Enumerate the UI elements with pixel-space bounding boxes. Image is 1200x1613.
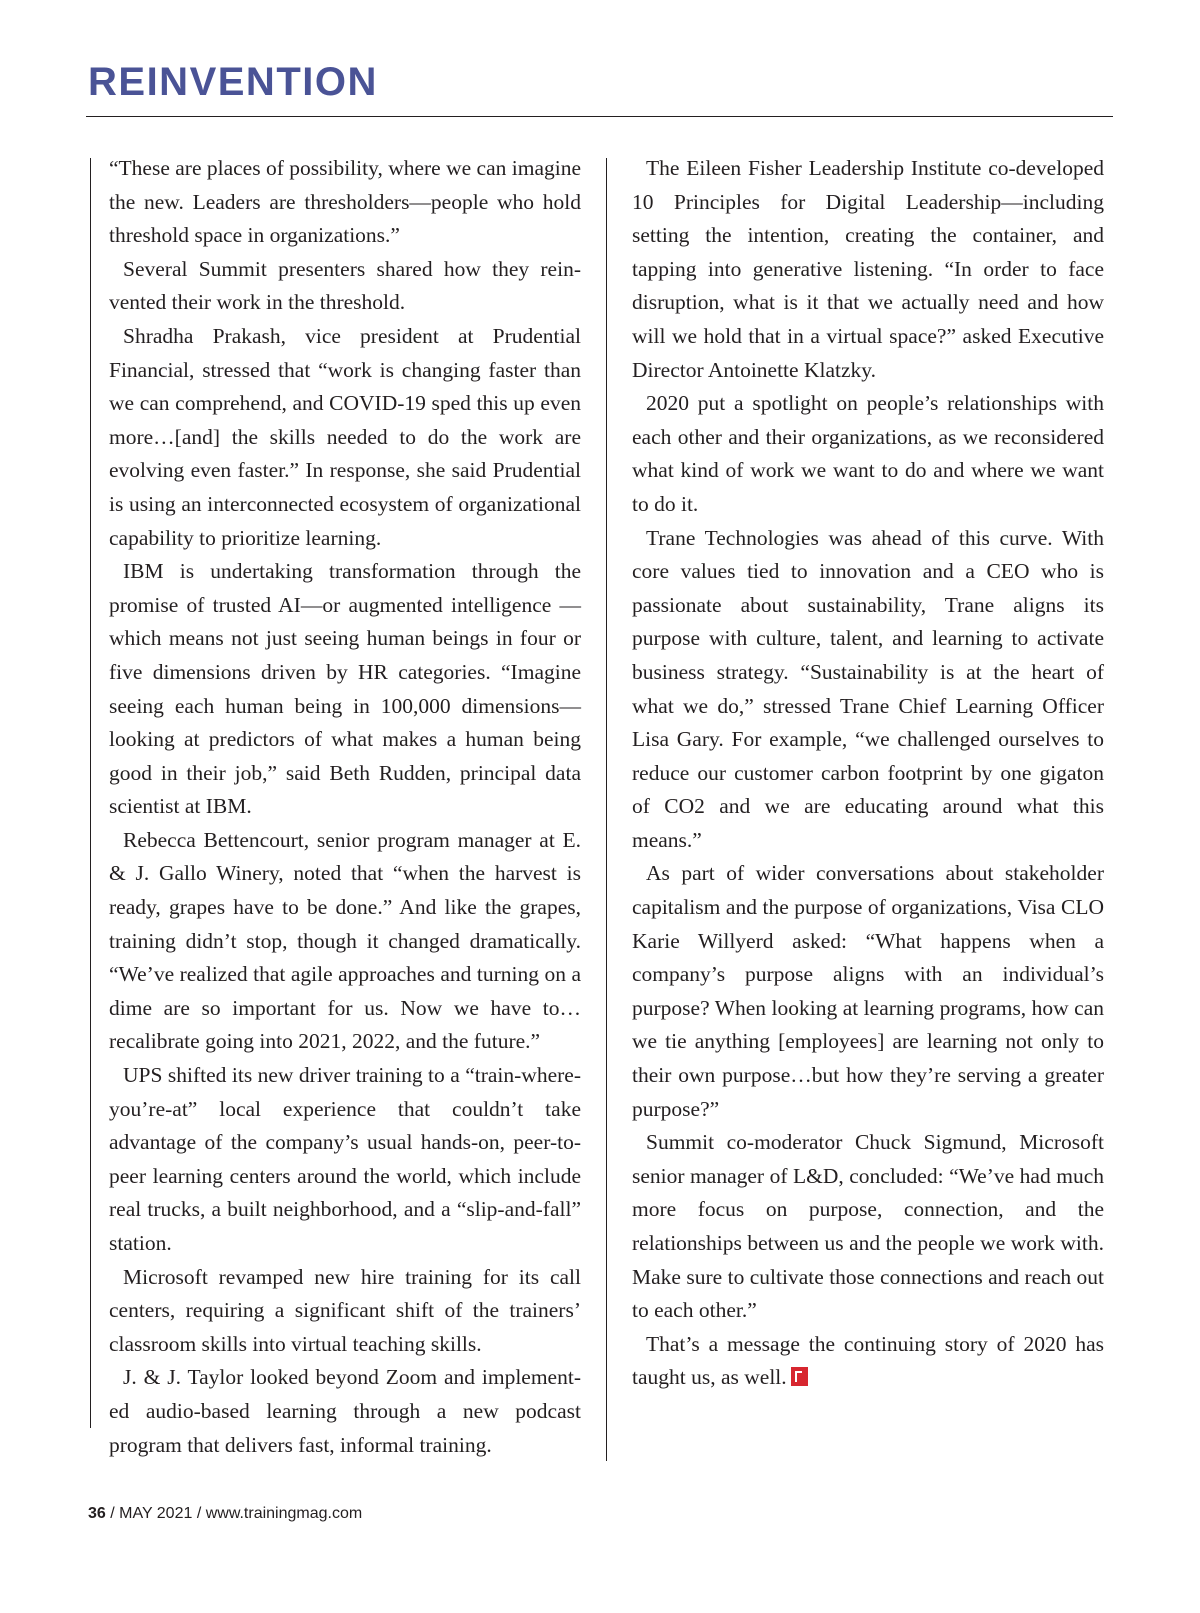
paragraph: 2020 put a spotlight on people’s relationships with each other and their organizations, as we reconsidered what kind of work we want to do and where we want to do it. — [632, 391, 1104, 516]
header-rule — [86, 116, 1113, 117]
paragraph: Rebecca Bettencourt, senior program manager at E. & J. Gallo Winery, noted that “when the harvest is ready, grapes have to be done.” And like the grapes, training didn’t stop, though it changed dramatically. “We’ve realized that agile approaches and turning on a dime are so important for us. Now we have to…recalibrate going into 2021, 2022, and the future.” — [109, 827, 581, 1054]
paragraph: The Eileen Fisher Leadership Institute co-developed 10 Principles for Digital Leadership—including setting the intention, creating the container, and tapping into generative listening. “In order to face disruption, what is it that we actually need and how will we hold that in a virtual space?” asked Executive Director Antoinette Klatzky. — [632, 156, 1104, 382]
paragraph: Trane Technologies was ahead of this curve. With core values tied to innovation and a CEO who is passionate about sustainability, Trane aligns its purpose with culture, talent, and learning to activate business strategy. “Sustainability is at the heart of what we do,” stressed Trane Chief Learning Officer Lisa Gary. For example, “we challenged ourselves to reduce our customer carbon footprint by one gigaton of CO2 and we are educating around what this means.” — [632, 525, 1104, 852]
footer-issue: / MAY 2021 / www.trainingmag.com — [105, 1505, 363, 1522]
left-column — [109, 152, 581, 1462]
paragraph: Several Summit presenters shared how they reinvented their work in the threshold. — [109, 256, 581, 315]
paragraph: UPS shifted its new driver training to a “train-where-you’re-at” local experience that couldn’t take advantage of the company’s usual hands-on, peer-to-peer learning centers around the world, which include real trucks, a built neighborhood, and a “slip-and-fall” station. — [109, 1063, 581, 1255]
section-title: REINVENTION — [88, 60, 378, 104]
closing-text: That’s a message the continuing story of 2020 has taught us, as well. — [632, 1331, 1104, 1390]
paragraph: As part of wider conversations about stakeholder capitalism and the purpose of organizations, Visa CLO Karie Willyerd asked: “What happens when a company’s purpose aligns with an individual’s purpose? When looking at learning programs, how can we tie anything [employees] are learning not only to their own purpose…but how they’re serving a greater purpose?” — [632, 861, 1104, 1121]
paragraph: Microsoft revamped new hire training for its call centers, requiring a significant shift of the trainers’ classroom skills into virtual teaching skills. — [109, 1264, 581, 1356]
column-gutter-rule — [606, 158, 607, 1461]
paragraph: Summit co-moderator Chuck Sigmund, Microsoft senior manager of L&D, concluded: “We’ve had much more focus on purpose, connection, and the relationships between us and the people we work with. Make sure to cultivate those connections and reach out to each other.” — [632, 1130, 1104, 1323]
right-column — [632, 152, 1104, 1395]
closing-paragraph — [632, 1328, 1104, 1395]
training-logo-end-mark-icon — [791, 1367, 808, 1386]
paragraph: “These are places of possibility, where we can imagine the new. Leaders are thresholders—people who hold threshold space in organizations.” — [109, 156, 582, 248]
page-number: 36 — [88, 1505, 106, 1522]
paragraph: IBM is undertaking transformation through the promise of trusted AI—or augmented intelligence —which means not just seeing human beings in four or five dimensions driven by HR categories. “Imagine seeing each human being in 100,000 dimensions—looking at predictors of what makes a human being good in their job,” said Beth Rudden, principal data scientist at IBM. — [109, 559, 581, 819]
page-footer — [88, 1505, 362, 1523]
left-margin-rule — [90, 158, 91, 1428]
paragraph: J. & J. Taylor looked beyond Zoom and implemented audio-based learning through a new podcast program that delivers fast, informal training. — [109, 1365, 581, 1457]
paragraph: Shradha Prakash, vice president at Prudential Financial, stressed that “work is changing faster than we can comprehend, and COVID-19 sped this up even more…[and] the skills needed to do the work are evolving even faster.” In response, she said Prudential is using an interconnected ecosystem of organizational capability to prioritize learning. — [109, 323, 581, 550]
